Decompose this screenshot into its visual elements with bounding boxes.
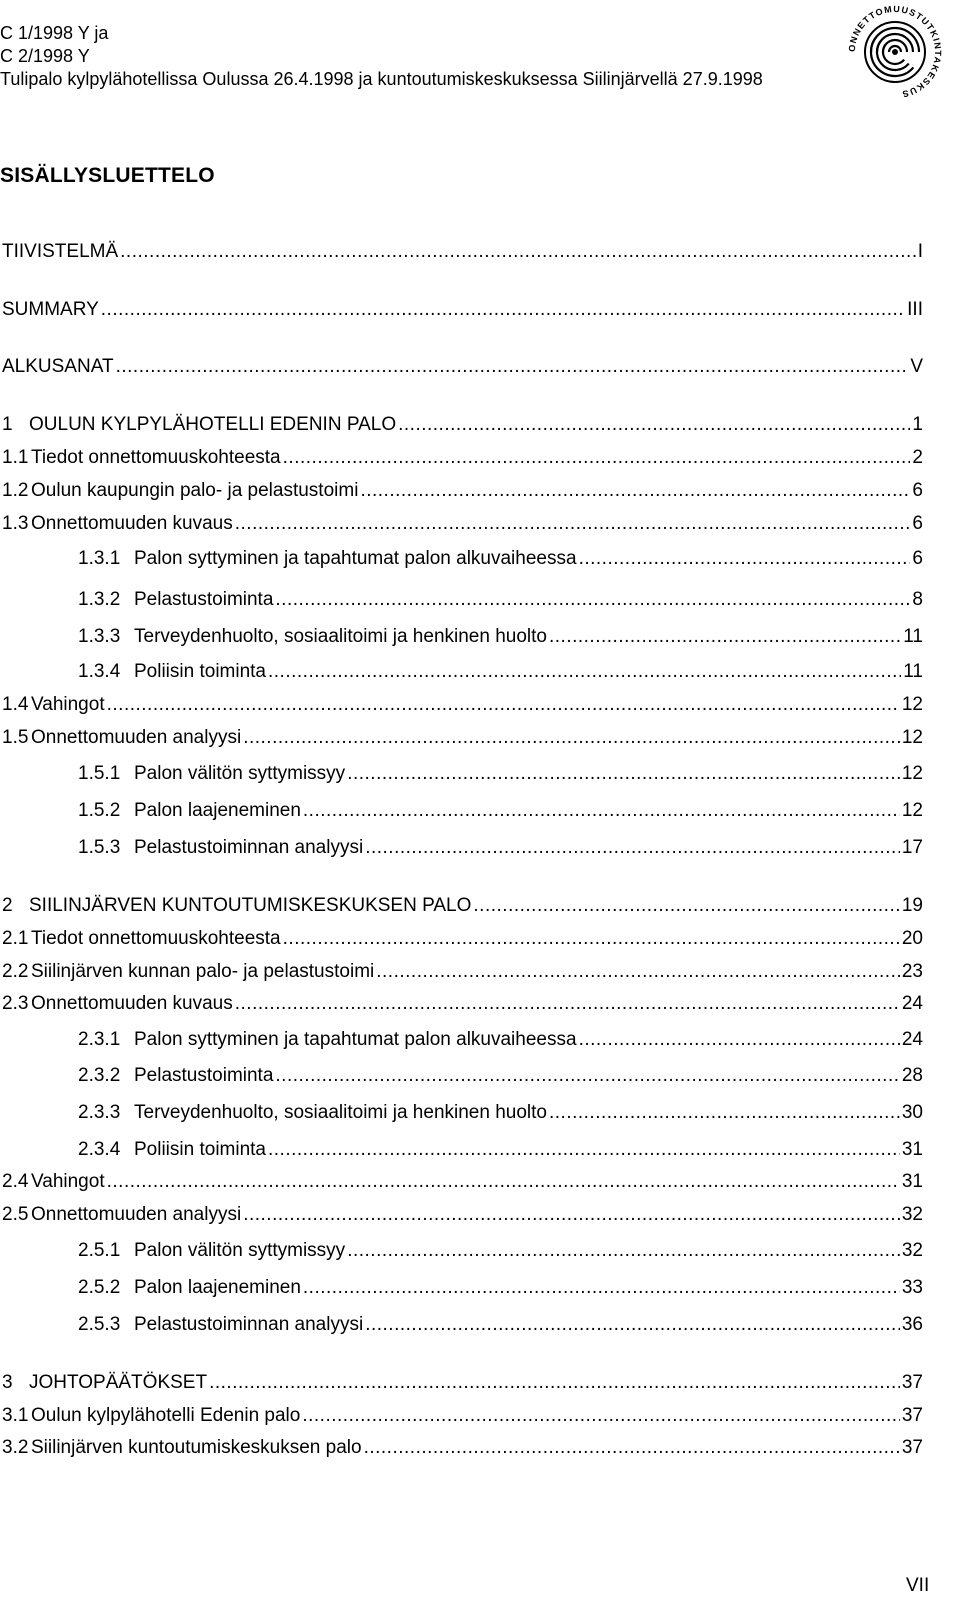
toc-dot-leader (303, 1276, 900, 1300)
toc-entry[interactable] (78, 836, 923, 860)
toc-entry[interactable] (78, 799, 923, 823)
toc-entry[interactable] (78, 1138, 923, 1162)
toc-entry-page: 12 (901, 763, 923, 784)
toc-entry-title: Tiedot onnettomuuskohteesta (31, 928, 281, 949)
toc-entry-title: Pelastustoiminnan analyysi (134, 837, 364, 858)
toc-entry-title: Palon syttyminen ja tapahtumat palon alkuvaiheessa (134, 548, 577, 569)
toc-entry-title: Oulun kylpylähotelli Edenin palo (31, 1405, 301, 1426)
toc-entry-number: 2.3 (2, 993, 29, 1014)
toc-entry-number: 3.2 (2, 1437, 29, 1458)
toc-entry[interactable] (2, 992, 923, 1016)
toc-entry-page: 1 (912, 414, 923, 435)
toc-title: SISÄLLYSLUETTELO (0, 164, 215, 187)
toc-entry-page: 30 (901, 1102, 923, 1123)
toc-entry[interactable] (2, 479, 923, 503)
toc-entry-title: Onnettomuuden kuvaus (31, 993, 233, 1014)
toc-entry-page: 17 (901, 837, 923, 858)
toc-entry[interactable] (2, 298, 923, 322)
toc-dot-leader (268, 660, 901, 684)
toc-entry-page: 6 (912, 480, 923, 501)
toc-entry-page: 6 (912, 548, 923, 569)
toc-entry[interactable] (2, 960, 923, 984)
header-report-code-1: C 1/1998 Y ja (0, 23, 109, 43)
toc-entry[interactable] (78, 1313, 923, 1337)
toc-entry-title: Siilinjärven kunnan palo- ja pelastustoimi (31, 961, 375, 982)
toc-entry[interactable] (2, 240, 923, 264)
toc-entry[interactable] (78, 762, 923, 786)
toc-dot-leader (365, 836, 900, 860)
toc-entry-page: 31 (901, 1139, 923, 1160)
toc-entry-number: 2.3.4 (78, 1139, 121, 1160)
toc-entry-number: 3.1 (2, 1405, 29, 1426)
toc-entry-number: 1.5.3 (78, 837, 121, 858)
toc-entry-title: Onnettomuuden kuvaus (31, 513, 233, 534)
toc-entry-number: 1.3 (2, 513, 29, 534)
toc-dot-leader (268, 1138, 900, 1162)
toc-entry-page: 32 (901, 1204, 923, 1225)
toc-dot-leader (243, 726, 900, 750)
toc-entry[interactable] (2, 446, 923, 470)
toc-dot-leader (303, 799, 900, 823)
header-report-title: Tulipalo kylpylähotellissa Oulussa 26.4.1998 ja kuntoutumiskeskuksessa Siilinjärvellä 27.9.1998 (0, 69, 763, 89)
toc-dot-leader (235, 512, 911, 536)
toc-entry-number: 2.3.3 (78, 1102, 121, 1123)
toc-entry-number: 2.3.2 (78, 1065, 121, 1086)
toc-entry[interactable] (78, 1101, 923, 1125)
toc-dot-leader (347, 1239, 900, 1263)
toc-dot-leader (283, 927, 900, 951)
toc-entry-page: 6 (912, 513, 923, 534)
toc-entry-title: OULUN KYLPYLÄHOTELLI EDENIN PALO (29, 414, 397, 435)
toc-entry[interactable] (2, 512, 923, 536)
toc-entry-title: SIILINJÄRVEN KUNTOUTUMISKESKUKSEN PALO (29, 895, 472, 916)
toc-entry-title: Terveydenhuolto, sosiaalitoimi ja henkinen huolto (134, 1102, 547, 1123)
toc-entry-page: III (907, 299, 923, 320)
toc-entry-number: 2.5 (2, 1204, 29, 1225)
toc-entry-number: 2.5.1 (78, 1240, 121, 1261)
toc-entry-title: Onnettomuuden analyysi (31, 1204, 242, 1225)
toc-dot-leader (120, 240, 916, 264)
onnettomuustutkintakeskus-seal-icon (835, 2, 955, 102)
toc-entry-page: 28 (901, 1065, 923, 1086)
toc-entry[interactable] (2, 927, 923, 951)
toc-entry-number: 2.5.3 (78, 1314, 121, 1335)
toc-dot-leader (235, 992, 900, 1016)
toc-entry[interactable] (2, 693, 923, 717)
toc-entry-page: 36 (901, 1314, 923, 1335)
toc-entry-page: 37 (901, 1405, 923, 1426)
header-report-code-2: C 2/1998 Y (0, 46, 90, 66)
toc-entry-page: 12 (901, 727, 923, 748)
toc-entry-title: Vahingot (31, 1171, 105, 1192)
toc-entry-title: Oulun kaupungin palo- ja pelastustoimi (31, 480, 359, 501)
toc-entry-page: 2 (912, 447, 923, 468)
toc-entry-number: 1.3.4 (78, 661, 121, 682)
document-header (0, 22, 763, 91)
toc-entry-number: 1.5.2 (78, 800, 121, 821)
toc-entry[interactable] (78, 660, 923, 684)
toc-entry-page: 8 (912, 589, 923, 610)
toc-entry[interactable] (78, 1064, 923, 1088)
toc-entry[interactable] (2, 1404, 923, 1428)
toc-entry[interactable] (2, 894, 923, 918)
toc-entry-page: 37 (901, 1372, 923, 1393)
toc-entry-page: 32 (901, 1240, 923, 1261)
toc-entry[interactable] (78, 1028, 923, 1052)
toc-entry-number: 2.2 (2, 961, 29, 982)
toc-entry-page: I (917, 241, 923, 262)
toc-entry-number: 1.2 (2, 480, 29, 501)
toc-entry-page: 37 (901, 1437, 923, 1458)
toc-entry-title: Onnettomuuden analyysi (31, 727, 242, 748)
toc-dot-leader (376, 960, 900, 984)
toc-entry-page: 33 (901, 1277, 923, 1298)
seal-text: ONNETTOMUUSTUTKINTAKESKUS (846, 3, 944, 100)
toc-entry-page: 11 (903, 661, 923, 682)
toc-entry-page: 12 (901, 800, 923, 821)
toc-dot-leader (360, 479, 910, 503)
toc-entry-number: 2.3.1 (78, 1029, 121, 1050)
toc-entry-number: 3 (2, 1372, 13, 1393)
toc-entry-title: Pelastustoiminta (134, 1065, 274, 1086)
toc-dot-leader (398, 413, 910, 437)
toc-entry[interactable] (2, 1203, 923, 1227)
toc-dot-leader (579, 1028, 900, 1052)
toc-dot-leader (107, 1170, 900, 1194)
toc-dot-leader (364, 1436, 900, 1460)
toc-entry-number: 2.4 (2, 1171, 29, 1192)
toc-entry-number: 1 (2, 414, 13, 435)
toc-dot-leader (473, 894, 899, 918)
toc-entry[interactable] (2, 1371, 923, 1395)
toc-entry-title: ALKUSANAT (2, 356, 114, 377)
toc-dot-leader (549, 1101, 900, 1125)
toc-entry[interactable] (2, 413, 923, 437)
toc-entry-title: Palon laajeneminen (134, 1277, 301, 1298)
toc-entry[interactable] (78, 547, 923, 571)
toc-entry-number: 2.5.2 (78, 1277, 121, 1298)
toc-entry-number: 1.3.2 (78, 589, 121, 610)
toc-entry-number: 1.5.1 (78, 763, 121, 784)
toc-entry-page: 12 (901, 694, 923, 715)
toc-entry[interactable] (2, 1170, 923, 1194)
toc-entry-title: Siilinjärven kuntoutumiskeskuksen palo (31, 1437, 362, 1458)
toc-entry-number: 2 (2, 895, 13, 916)
toc-entry-title: Pelastustoiminnan analyysi (134, 1314, 364, 1335)
toc-entry-title: Poliisin toiminta (134, 661, 266, 682)
toc-entry-page: 24 (901, 993, 923, 1014)
toc-entry-page: 19 (901, 895, 923, 916)
toc-dot-leader (549, 625, 901, 649)
toc-entry-page: 31 (901, 1171, 923, 1192)
toc-entry[interactable] (2, 355, 923, 379)
toc-dot-leader (107, 693, 900, 717)
toc-entry-number: 1.5 (2, 727, 29, 748)
toc-entry[interactable] (78, 625, 923, 649)
toc-entry-page: 24 (901, 1029, 923, 1050)
toc-entry[interactable] (78, 1239, 923, 1263)
toc-dot-leader (243, 1203, 900, 1227)
toc-entry-title: Poliisin toiminta (134, 1139, 266, 1160)
toc-entry-number: 1.3.1 (78, 548, 121, 569)
toc-entry-title: Palon välitön syttymissyy (134, 763, 346, 784)
toc-entry[interactable] (2, 726, 923, 750)
toc-dot-leader (347, 762, 900, 786)
toc-entry-title: JOHTOPÄÄTÖKSET (29, 1372, 208, 1393)
toc-entry-title: Terveydenhuolto, sosiaalitoimi ja henkinen huolto (134, 626, 547, 647)
toc-dot-leader (275, 588, 910, 612)
toc-entry-title: Palon välitön syttymissyy (134, 1240, 346, 1261)
toc-dot-leader (579, 547, 911, 571)
toc-dot-leader (365, 1313, 900, 1337)
toc-entry-title: SUMMARY (2, 299, 99, 320)
toc-entry[interactable] (2, 1436, 923, 1460)
toc-dot-leader (302, 1404, 900, 1428)
toc-entry-page: 11 (903, 626, 923, 647)
toc-entry-title: TIIVISTELMÄ (2, 241, 119, 262)
toc-entry[interactable] (78, 588, 923, 612)
toc-dot-leader (275, 1064, 899, 1088)
toc-dot-leader (116, 355, 909, 379)
toc-entry-page: 20 (901, 928, 923, 949)
toc-dot-leader (209, 1371, 900, 1395)
toc-entry-title: Palon laajeneminen (134, 800, 301, 821)
toc-entry-number: 1.3.3 (78, 626, 121, 647)
toc-dot-leader (101, 298, 905, 322)
toc-entry-number: 2.1 (2, 928, 29, 949)
toc-entry-page: 23 (901, 961, 923, 982)
toc-entry-title: Vahingot (31, 694, 105, 715)
toc-entry-number: 1.1 (2, 447, 29, 468)
toc-entry-title: Pelastustoiminta (134, 589, 274, 610)
toc-dot-leader (283, 446, 911, 470)
toc-entry-number: 1.4 (2, 694, 29, 715)
toc-entry-title: Tiedot onnettomuuskohteesta (31, 447, 281, 468)
toc-entry-title: Palon syttyminen ja tapahtumat palon alkuvaiheessa (134, 1029, 577, 1050)
toc-entry-page: V (910, 356, 923, 377)
toc-entry[interactable] (78, 1276, 923, 1300)
page-number: VII (906, 1575, 930, 1596)
